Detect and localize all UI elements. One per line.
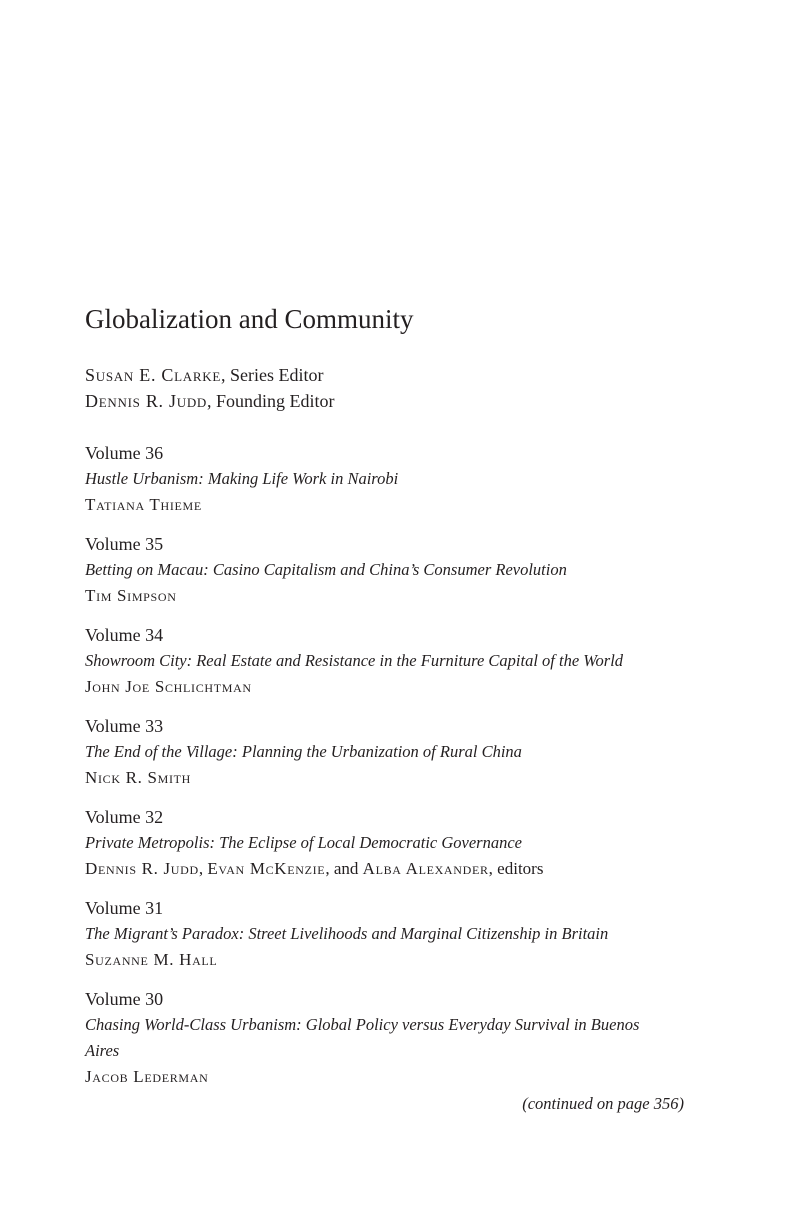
volume-number: Volume 30 [85, 989, 164, 1009]
editors-suffix: , editors [488, 859, 544, 878]
volume-author: Suzanne M. Hall [85, 950, 218, 969]
volume-number: Volume 35 [85, 534, 164, 554]
volume-entry [85, 804, 685, 882]
continued-note: (continued on page 356) [522, 1094, 684, 1113]
volume-number: Volume 36 [85, 443, 164, 463]
volume-author: Tim Simpson [85, 586, 177, 605]
volume-title: The End of the Village: Planning the Urbanization of Rural China [85, 742, 522, 761]
editor-role: , Founding Editor [207, 391, 335, 411]
editor-role: , Series Editor [221, 365, 324, 385]
volume-title: Showroom City: Real Estate and Resistance in the Furniture Capital of the World [85, 651, 624, 670]
author-name: Alba Alexander [362, 859, 489, 878]
volume-number: Volume 31 [85, 898, 164, 918]
volume-author: Jacob Lederman [85, 1067, 209, 1086]
author-separator: , and [325, 859, 363, 878]
volume-title: The Migrant’s Paradox: Street Livelihoods and Marginal Citizenship in Britain [85, 924, 609, 943]
volume-number: Volume 33 [85, 716, 164, 736]
volume-title: Hustle Urbanism: Making Life Work in Nairobi [85, 469, 399, 488]
series-editors [85, 362, 335, 414]
volume-title: Chasing World-Class Urbanism: Global Policy versus Everyday Survival in Buenos Aires [85, 1015, 640, 1060]
volume-entry [85, 531, 685, 609]
author-separator: , [198, 859, 208, 878]
volume-authors [85, 856, 685, 882]
author-name: Dennis R. Judd [85, 859, 199, 878]
series-editor-line [85, 362, 335, 388]
founding-editor-line [85, 388, 335, 414]
volume-list [85, 440, 685, 1103]
volume-entry [85, 622, 685, 700]
volume-entry [85, 986, 685, 1090]
volume-entry [85, 895, 685, 973]
volume-number: Volume 34 [85, 625, 164, 645]
volume-number: Volume 32 [85, 807, 164, 827]
volume-author: John Joe Schlichtman [85, 677, 252, 696]
volume-author: Nick R. Smith [85, 768, 191, 787]
volume-title: Private Metropolis: The Eclipse of Local Democratic Governance [85, 833, 522, 852]
volume-entry [85, 713, 685, 791]
volume-title: Betting on Macau: Casino Capitalism and China’s Consumer Revolution [85, 560, 567, 579]
series-title: Globalization and Community [85, 304, 414, 334]
editor-name: Susan E. Clarke [85, 365, 222, 385]
author-name: Evan McKenzie [207, 859, 326, 878]
editor-name: Dennis R. Judd [85, 391, 208, 411]
volume-entry [85, 440, 685, 518]
volume-author: Tatiana Thieme [85, 495, 202, 514]
